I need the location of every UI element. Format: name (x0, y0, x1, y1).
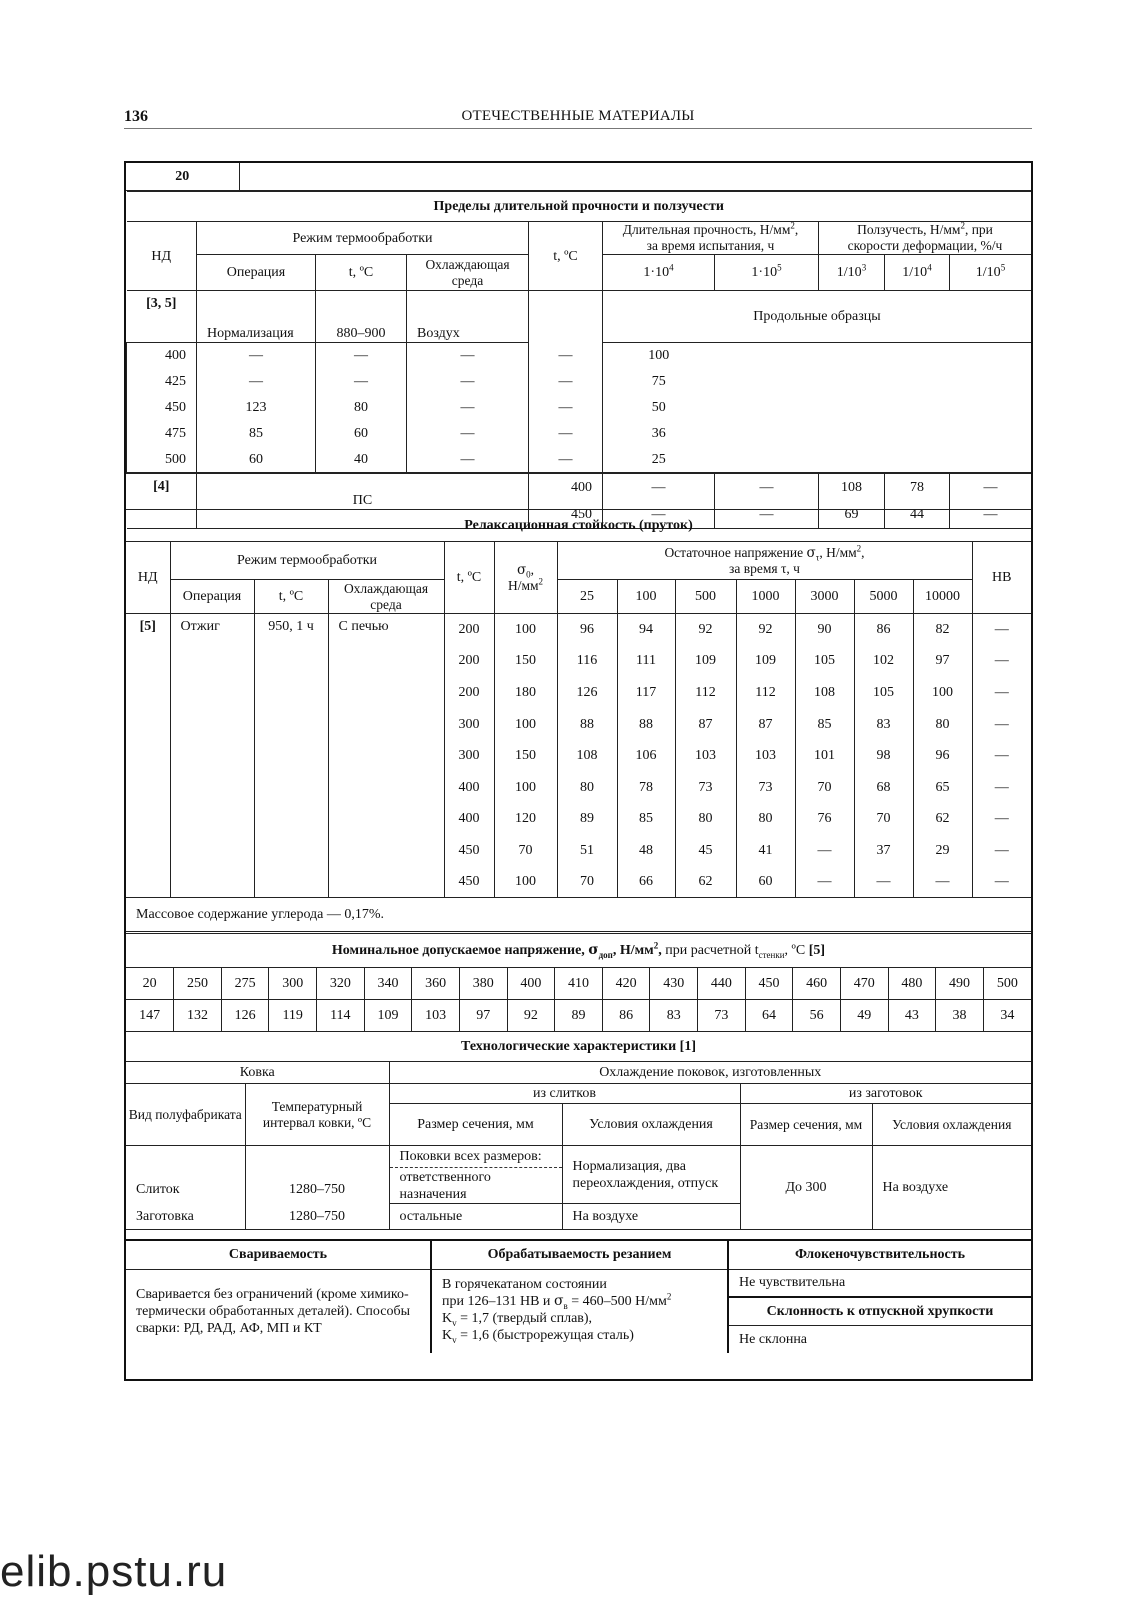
relax-time-header: 3000 (795, 580, 854, 614)
creep-row (127, 421, 1032, 447)
nominal-temp: 380 (459, 968, 507, 1000)
nominal-temp: 500 (983, 968, 1031, 1000)
tech-size-header: Размер сечения, мм (389, 1104, 562, 1146)
relax-test-temp: 200 (444, 677, 494, 709)
relax-s0: 100 (494, 866, 557, 898)
relax-time-header: 500 (675, 580, 736, 614)
nominal-title: Номинальное допускаемое напряжение, $\sigma_{доп}$, $Н/мм^2$, при расчетной $t_{стенки}$, ºC [5] (126, 934, 1031, 968)
relax-value: 116 (557, 645, 617, 677)
creep-value: — (407, 421, 529, 447)
nominal-temp: 250 (174, 968, 222, 1000)
relax-s0: 100 (494, 708, 557, 740)
creep-op-header: Операция (197, 255, 316, 291)
relax-test-temp: 400 (444, 771, 494, 803)
relax-value: 66 (617, 866, 675, 898)
relax-ttest-header: t, ºC (444, 542, 494, 614)
relax-note: Массовое содержание углерода — 0,17%. (126, 898, 1031, 932)
nominal-value: 103 (412, 1000, 460, 1032)
creep-test-temp: 400 (529, 473, 603, 501)
creep-g1-medium: Воздух (407, 291, 529, 343)
creep-value: — (603, 473, 715, 501)
creep-g1-nd: [3, 5] (127, 291, 197, 343)
tech-forging-header: Ковка (126, 1062, 389, 1084)
tech-row1-cond: Нормализация, два переохлаждения, отпуск (562, 1146, 740, 1204)
relax-mode-header: Режим термообработки (170, 542, 444, 580)
tech-title: Технологические характеристики [1] (126, 1032, 1031, 1062)
nominal-temp: 470 (840, 968, 888, 1000)
relax-time-header: 5000 (854, 580, 913, 614)
weld-text: Сваривается без ограничений (кроме химико-термически обработанных деталей). Способы сварки: РД, РАД, АФ, МП и КТ (126, 1269, 431, 1353)
mach-line-1: В горячекатаном состоянии (442, 1276, 607, 1292)
creep-value: 100 (603, 343, 715, 369)
nominal-value: 97 (459, 1000, 507, 1032)
tech-size2-header: Размер сечения, мм (740, 1104, 872, 1146)
creep-test-temp: 400 (127, 343, 197, 369)
relax-value: 85 (617, 803, 675, 835)
creep-test-temp: 450 (529, 501, 603, 529)
creep-value: 36 (603, 421, 715, 447)
relax-value: 45 (675, 835, 736, 867)
relax-value: 83 (854, 708, 913, 740)
relax-value: 101 (795, 740, 854, 772)
relax-value: 88 (557, 708, 617, 740)
relax-test-temp: 300 (444, 740, 494, 772)
relax-hb: — (972, 677, 1031, 709)
relax-nd: [5] (126, 614, 170, 898)
relax-hb-header: НВ (972, 542, 1031, 614)
nominal-temp: 410 (555, 968, 603, 1000)
nominal-value: 64 (745, 1000, 793, 1032)
material-row (126, 163, 1031, 191)
relax-value: 85 (795, 708, 854, 740)
creep-row (127, 447, 1032, 473)
creep-value: — (529, 447, 603, 473)
nominal-temp: 360 (412, 968, 460, 1000)
creep-value: 25 (603, 447, 715, 473)
relax-value: 102 (854, 645, 913, 677)
creep-col-1: $1\cdot 10^4$ (603, 255, 715, 291)
nominal-value: 109 (364, 1000, 412, 1032)
creep-col-4: $1/10^4$ (885, 255, 950, 291)
watermark: elib.pstu.ru (0, 1547, 228, 1596)
relax-s0: 180 (494, 677, 557, 709)
relax-value: 87 (736, 708, 795, 740)
relax-s0: 150 (494, 645, 557, 677)
creep-value: 50 (603, 395, 715, 421)
creep-value: 75 (603, 369, 715, 395)
relax-value: 105 (795, 645, 854, 677)
relax-value: 70 (854, 803, 913, 835)
tech-section (126, 1031, 1031, 1239)
relax-s0: 100 (494, 614, 557, 646)
relax-value: 105 (854, 677, 913, 709)
relax-value: 103 (675, 740, 736, 772)
relax-value: 92 (675, 614, 736, 646)
material-grade: 20 (126, 163, 239, 191)
relax-value: 73 (675, 771, 736, 803)
relax-value: 37 (854, 835, 913, 867)
running-title: ОТЕЧЕСТВЕННЫЕ МАТЕРИАЛЫ (461, 108, 695, 124)
tech-from-ingots: из слитков (389, 1084, 740, 1104)
creep-value: — (529, 369, 603, 395)
relax-value: 80 (736, 803, 795, 835)
nominal-temp: 20 (126, 968, 174, 1000)
nominal-temp: 400 (507, 968, 555, 1000)
tech-all-sizes: Поковки всех размеров: (389, 1146, 562, 1168)
creep-col-5: $1/10^5$ (950, 255, 1032, 291)
creep-test-temp: 500 (127, 447, 197, 473)
relax-hb: — (972, 740, 1031, 772)
creep-sample-note: Продольные образцы (603, 291, 1032, 343)
nominal-value: 83 (650, 1000, 698, 1032)
nominal-temp: 320 (317, 968, 365, 1000)
tech-kind-header: Вид полуфабриката (126, 1084, 245, 1146)
relax-value: 70 (557, 866, 617, 898)
relax-value: — (795, 835, 854, 867)
creep-test-temp: 450 (127, 395, 197, 421)
creep-value: — (529, 343, 603, 369)
nominal-temp: 440 (698, 968, 746, 1000)
creep-col-2: $1\cdot 10^5$ (715, 255, 819, 291)
nominal-value: 56 (793, 1000, 841, 1032)
creep-value: — (407, 343, 529, 369)
mach-line-4: $K_v = 1,6$ (быстрорежущая сталь) (442, 1327, 634, 1345)
relax-nd-header: НД (126, 542, 170, 614)
creep-mode-header: Режим термообработки (197, 222, 529, 255)
relax-value: 62 (675, 866, 736, 898)
mach-line-3: $K_v = 1,7$ (твердый сплав), (442, 1310, 593, 1328)
relax-value: 41 (736, 835, 795, 867)
relax-value: 48 (617, 835, 675, 867)
relax-test-temp: 300 (444, 708, 494, 740)
relax-value: 100 (913, 677, 972, 709)
relax-value: 89 (557, 803, 617, 835)
relax-value: 92 (736, 614, 795, 646)
creep-value: — (950, 501, 1032, 529)
creep-medium-header: Охлаждающая среда (407, 255, 529, 291)
creep-long-header: Длительная прочность, $Н/мм^2$, за время испытания, ч (603, 222, 819, 255)
relax-value: — (854, 866, 913, 898)
relax-value: 98 (854, 740, 913, 772)
creep-g2-mode: ПС (197, 473, 529, 529)
relax-value: 82 (913, 614, 972, 646)
creep-t-header: t, ºC (316, 255, 407, 291)
tech-row2-interval: 1280–750 (245, 1204, 389, 1230)
machinability-title: Обрабатываемость резанием (431, 1241, 728, 1269)
creep-creep-header: Ползучесть, $Н/мм^2$, при скорости деформации, %/ч (819, 222, 1032, 255)
creep-value: 40 (316, 447, 407, 473)
nominal-value: 89 (555, 1000, 603, 1032)
tech-row1-size: ответственного назначения (389, 1168, 562, 1204)
tech-cond2-header: Условия охлаждения (872, 1104, 1031, 1146)
relax-test-temp: 450 (444, 835, 494, 867)
relax-value: 117 (617, 677, 675, 709)
creep-value: 123 (197, 395, 316, 421)
relax-row (126, 614, 1031, 646)
creep-value: — (407, 447, 529, 473)
creep-value: 44 (885, 501, 950, 529)
tech-row1-size2: До 300 (740, 1146, 872, 1230)
relax-value: 60 (736, 866, 795, 898)
relax-s0: 120 (494, 803, 557, 835)
relax-s0: 150 (494, 740, 557, 772)
tech-from-blanks: из заготовок (740, 1084, 1031, 1104)
relaxation-section (126, 509, 1031, 933)
nominal-value: 92 (507, 1000, 555, 1032)
relax-value: 109 (736, 645, 795, 677)
creep-g1-t: 880–900 (316, 291, 407, 343)
material-sheet (124, 161, 1033, 1381)
relax-value: 51 (557, 835, 617, 867)
creep-value: — (715, 501, 819, 529)
tech-row1-cond2: На воздухе (872, 1146, 1031, 1230)
tech-interval-header: Температурный интервал ковки, ºC (245, 1084, 389, 1146)
nominal-temp: 300 (269, 968, 317, 1000)
machinability-text (431, 1269, 728, 1353)
relax-value: 88 (617, 708, 675, 740)
weld-title: Свариваемость (126, 1241, 431, 1269)
creep-value: 85 (197, 421, 316, 447)
creep-value: — (316, 343, 407, 369)
relax-value: 78 (617, 771, 675, 803)
relax-medium: С печью (328, 614, 444, 898)
relax-value: 76 (795, 803, 854, 835)
nominal-value: 34 (983, 1000, 1031, 1032)
relax-value: 73 (736, 771, 795, 803)
relax-hb: — (972, 708, 1031, 740)
relax-value: 96 (557, 614, 617, 646)
relax-value: 80 (913, 708, 972, 740)
nominal-temp: 450 (745, 968, 793, 1000)
temper-text: Не склонна (728, 1325, 1031, 1353)
creep-value: — (407, 369, 529, 395)
relax-hb: — (972, 614, 1031, 646)
relax-op: Отжиг (170, 614, 254, 898)
relax-hb: — (972, 645, 1031, 677)
relax-resid-header: Остаточное напряжение $\sigma_\tau$, $Н/мм^2$, за время τ, ч (557, 542, 972, 580)
tech-row1-interval: 1280–750 (245, 1146, 389, 1204)
relax-test-temp: 200 (444, 614, 494, 646)
page-header (124, 104, 1032, 129)
nominal-value: 38 (936, 1000, 984, 1032)
relax-value: 103 (736, 740, 795, 772)
nominal-temp: 420 (602, 968, 650, 1000)
relax-test-temp: 200 (444, 645, 494, 677)
creep-title: Пределы длительной прочности и ползучести (127, 192, 1032, 222)
tech-row1-kind: Слиток (126, 1146, 245, 1204)
tech-cond-header: Условия охлаждения (562, 1104, 740, 1146)
creep-value: — (197, 343, 316, 369)
nominal-temp: 490 (936, 968, 984, 1000)
relax-s0: 70 (494, 835, 557, 867)
relax-hb: — (972, 803, 1031, 835)
relax-time-header: 1000 (736, 580, 795, 614)
creep-row (127, 369, 1032, 395)
creep-ttest-header: t, ºC (529, 222, 603, 291)
relax-op-header: Операция (170, 580, 254, 614)
nominal-value: 73 (698, 1000, 746, 1032)
creep-value: — (715, 473, 819, 501)
creep-section (126, 191, 1031, 522)
relax-value: 90 (795, 614, 854, 646)
relax-value: 80 (557, 771, 617, 803)
creep-value: — (197, 369, 316, 395)
nominal-temp: 480 (888, 968, 936, 1000)
creep-test-temp: 425 (127, 369, 197, 395)
creep-value: — (529, 395, 603, 421)
tech-row2-kind: Заготовка (126, 1204, 245, 1230)
creep-value: — (316, 369, 407, 395)
creep-value: 60 (197, 447, 316, 473)
relax-time-header: 100 (617, 580, 675, 614)
relax-value: 65 (913, 771, 972, 803)
relax-test-temp: 400 (444, 803, 494, 835)
creep-row (127, 395, 1032, 421)
nominal-value: 114 (317, 1000, 365, 1032)
relax-hb: — (972, 835, 1031, 867)
creep-value: — (529, 421, 603, 447)
nominal-value: 119 (269, 1000, 317, 1032)
relax-hb: — (972, 771, 1031, 803)
creep-col-3: $1/10^3$ (819, 255, 885, 291)
nominal-temp: 340 (364, 968, 412, 1000)
creep-value: 78 (885, 473, 950, 501)
nominal-value: 126 (221, 1000, 269, 1032)
relax-time-header: 10000 (913, 580, 972, 614)
creep-g2-nd: [4] (127, 473, 197, 529)
relax-value: 70 (795, 771, 854, 803)
page-number: 136 (124, 108, 148, 125)
creep-test-temp: 475 (127, 421, 197, 447)
relax-value: 112 (736, 677, 795, 709)
nominal-temp: 430 (650, 968, 698, 1000)
relax-value: 29 (913, 835, 972, 867)
relax-value: — (913, 866, 972, 898)
creep-row (127, 473, 1032, 501)
relax-t: 950, 1 ч (254, 614, 328, 898)
nominal-temp: 275 (221, 968, 269, 1000)
nominal-value: 86 (602, 1000, 650, 1032)
relax-t-header: t, ºC (254, 580, 328, 614)
tech-row2-cond: На воздухе (562, 1204, 740, 1230)
creep-value: 69 (819, 501, 885, 529)
relax-value: 96 (913, 740, 972, 772)
relax-medium-header: Охлаждающая среда (328, 580, 444, 614)
mach-line-2: при 126–131 НВ и $\sigma_в = 460-500$ $Н/мм^2$ (442, 1290, 672, 1311)
relax-value: 109 (675, 645, 736, 677)
relax-value: 62 (913, 803, 972, 835)
creep-value: 108 (819, 473, 885, 501)
creep-g1-op: Нормализация (197, 291, 316, 343)
creep-value: — (603, 501, 715, 529)
nominal-value: 147 (126, 1000, 174, 1032)
relax-value: 80 (675, 803, 736, 835)
relax-value: 68 (854, 771, 913, 803)
relax-value: 86 (854, 614, 913, 646)
relax-title: Релаксационная стойкость (пруток) (126, 510, 1031, 542)
relax-s0-header: $\sigma_0$, $Н/мм^2$ (494, 542, 557, 614)
relax-value: — (795, 866, 854, 898)
nominal-value: 49 (840, 1000, 888, 1032)
relax-hb: — (972, 866, 1031, 898)
creep-value: — (407, 395, 529, 421)
creep-value: 80 (316, 395, 407, 421)
nominal-value: 132 (174, 1000, 222, 1032)
nominal-temp: 460 (793, 968, 841, 1000)
relax-value: 94 (617, 614, 675, 646)
relax-value: 108 (795, 677, 854, 709)
creep-value: — (950, 473, 1032, 501)
relax-value: 87 (675, 708, 736, 740)
relax-test-temp: 450 (444, 866, 494, 898)
relax-value: 112 (675, 677, 736, 709)
relax-value: 108 (557, 740, 617, 772)
tech-cooling-header: Охлаждение поковок, изготовленных (389, 1062, 1031, 1084)
flake-text: Не чувствительна (728, 1269, 1031, 1297)
relax-value: 106 (617, 740, 675, 772)
relax-time-header: 25 (557, 580, 617, 614)
nominal-value: 43 (888, 1000, 936, 1032)
relax-s0: 100 (494, 771, 557, 803)
relax-value: 111 (617, 645, 675, 677)
relax-value: 126 (557, 677, 617, 709)
temper-title: Склонность к отпускной хрупкости (728, 1297, 1031, 1325)
properties-section (126, 1239, 1031, 1381)
creep-value: 60 (316, 421, 407, 447)
relax-value: 97 (913, 645, 972, 677)
creep-nd-header: НД (127, 222, 197, 291)
creep-row (127, 343, 1032, 369)
flake-title: Флокеночувствительность (728, 1241, 1031, 1269)
tech-row2-size: остальные (389, 1204, 562, 1230)
